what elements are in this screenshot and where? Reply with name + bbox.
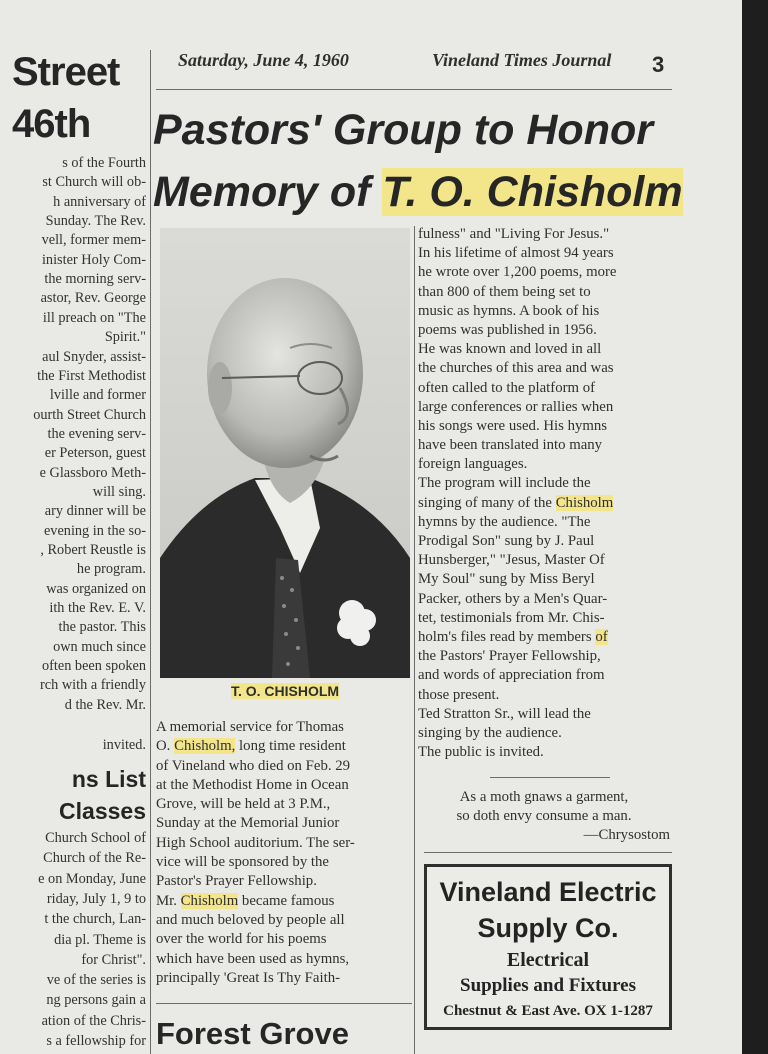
article-text: The program will include the	[418, 475, 591, 492]
masthead-rule	[156, 89, 672, 90]
left-text-line: s a fellowship for	[46, 1033, 146, 1049]
left-text-line: astor, Rev. George	[40, 290, 146, 307]
quote-box	[418, 788, 670, 845]
left-text-line: , Robert Reustle is	[40, 542, 146, 558]
article-text: large conferences or rallies when	[418, 398, 614, 415]
left-text-line: he program.	[76, 561, 146, 578]
left-text-line: the First Methodist	[37, 367, 146, 384]
article-line	[418, 532, 672, 551]
article-text: hymns by the audience. "The	[418, 513, 591, 530]
article-line	[156, 853, 412, 872]
left-headline-2: 46th	[12, 102, 91, 146]
left-text-line: lville and former	[49, 387, 146, 404]
article-text: Sunday at the Memorial Junior	[156, 815, 340, 832]
article-text: The public is invited.	[418, 744, 544, 761]
ad-line-3: Electrical	[506, 949, 590, 971]
left-text-line: ve of the series is	[46, 972, 146, 989]
ad-line-4: Supplies and Fixtures	[460, 975, 636, 996]
article-line	[418, 628, 672, 647]
article-line	[156, 872, 412, 891]
article-text: poems was published in 1956.	[418, 321, 597, 338]
ad-line-2: Supply Co.	[477, 913, 619, 943]
left-text-line: st Church will ob-	[42, 174, 146, 191]
left-text-line: Church of the Re-	[43, 850, 146, 867]
article-text: than 800 of them being set to	[418, 283, 591, 300]
photo-caption	[160, 683, 410, 699]
article-text: vice will be sponsored by the	[156, 854, 330, 871]
column-rule-left	[150, 50, 151, 1054]
left-text-line: ourth Street Church	[33, 406, 146, 423]
article-text: foreign languages.	[418, 456, 528, 473]
article-line	[418, 455, 672, 474]
quote-line-2: so doth envy consume a man.	[456, 808, 632, 824]
article-line	[418, 321, 672, 340]
article-text: holm's files read by members	[418, 628, 596, 645]
caption-prefix: T. O.	[230, 683, 265, 699]
left-subhead-1: ns List	[71, 766, 146, 792]
highlighted-name: Chisholm	[555, 494, 614, 511]
article-text: which have been used as hymns,	[156, 950, 350, 967]
article-text: the Pastors' Prayer Fellowship,	[418, 648, 601, 665]
portrait-illustration	[160, 228, 410, 678]
headline-line-2	[153, 168, 683, 217]
article-line	[418, 474, 672, 493]
article-line	[418, 666, 672, 685]
article-text: Ted Stratton Sr., will lead the	[418, 705, 591, 722]
left-column	[0, 0, 148, 1054]
left-text-line: ation of the Chris-	[41, 1012, 146, 1029]
left-text-line: t the church, Lan-	[44, 911, 146, 928]
article-text: singing by the audience.	[418, 724, 562, 741]
article-line	[418, 705, 672, 724]
article-text: Pastor's Prayer Fellowship.	[156, 873, 317, 890]
article-text: those present.	[418, 686, 500, 703]
left-text-line: s of the Fourth	[62, 155, 146, 171]
left-text-line: e on Monday, June	[38, 870, 146, 887]
article-text: A memorial service for Thomas	[156, 719, 344, 735]
left-text-line: rch with a friendly	[40, 677, 146, 694]
article-text: at the Methodist Home in Ocean	[156, 776, 349, 793]
article-text: Packer, others by a Men's Quar-	[418, 590, 608, 607]
article-line	[418, 436, 672, 455]
left-text-line: ill preach on "The	[42, 309, 146, 326]
article-line	[418, 513, 672, 532]
headline-line-1: Pastors' Group to Honor	[153, 106, 653, 154]
article-line	[418, 244, 672, 263]
ad-line-1: Vineland Electric	[439, 877, 657, 907]
quote-line-1: As a moth gnaws a garment,	[459, 789, 629, 805]
left-text-line: Church School of	[45, 830, 146, 846]
article-line	[418, 551, 672, 570]
left-text-line: ary dinner will be	[44, 503, 146, 520]
left-text-line: aul Snyder, assist-	[42, 348, 146, 365]
article-line	[156, 795, 412, 814]
left-text-line: ng persons gain a	[46, 992, 146, 1009]
left-invited: invited.	[102, 737, 146, 753]
left-text-line: will sing.	[92, 483, 146, 500]
caption-name-highlight: CHISHOLM	[264, 683, 340, 699]
article-text: his songs were used. His hymns	[418, 417, 608, 434]
article-line	[156, 718, 412, 737]
left-text-line: d the Rev. Mr.	[64, 696, 146, 713]
left-subhead-2: Classes	[59, 798, 146, 824]
article-body-middle	[156, 718, 412, 988]
headline-prefix: Memory of	[153, 168, 383, 216]
article-text: have been translated into many	[418, 437, 603, 454]
left-text-line: the pastor. This	[58, 619, 146, 636]
left-text-line: ith the Rev. E. V.	[49, 600, 146, 617]
left-text-line: Sunday. The Rev.	[45, 213, 146, 230]
ad-top-rule	[424, 852, 672, 853]
article-line	[418, 686, 672, 705]
highlighted-name: of	[595, 628, 608, 645]
article-line	[418, 590, 672, 609]
left-text-line: e Glassboro Meth-	[39, 464, 146, 481]
advertisement-box	[424, 864, 672, 1030]
left-text-line: dia pl. Theme is	[54, 931, 146, 948]
article-text: Hunsberger," "Jesus, Master Of	[418, 552, 605, 569]
article-line	[156, 757, 412, 776]
middle-bottom-rule	[156, 1003, 412, 1004]
left-text-line: for Christ".	[81, 951, 146, 968]
article-line	[418, 359, 672, 378]
quote-attribution: —Chrysostom	[583, 827, 670, 843]
left-text-line: inister Holy Com-	[41, 251, 146, 268]
scan-edge	[742, 0, 768, 1054]
article-line	[156, 737, 412, 756]
article-text: He was known and loved in all	[418, 341, 602, 358]
left-headline-1: Street	[12, 50, 120, 94]
article-line	[418, 494, 672, 513]
article-text: became famous	[238, 892, 335, 909]
article-line	[418, 398, 672, 417]
article-line	[156, 911, 412, 930]
article-text: My Soul" sung by Miss Beryl	[418, 571, 595, 588]
page-number: 3	[652, 52, 665, 77]
article-line	[418, 263, 672, 282]
article-line	[156, 776, 412, 795]
article-line	[418, 417, 672, 436]
left-text-line: was organized on	[46, 580, 146, 597]
article-text: and much beloved by people all	[156, 911, 345, 928]
article-line	[156, 930, 412, 949]
article-text: Grove, will be held at 3 P.M.,	[156, 796, 331, 813]
article-line	[418, 724, 672, 743]
headline-name-highlight: T. O. Chisholm	[382, 168, 683, 216]
article-text: In his lifetime of almost 94 years	[418, 245, 614, 262]
article-text: the churches of this area and was	[418, 360, 614, 377]
article-line	[418, 302, 672, 321]
highlighted-name: Chisholm	[180, 892, 239, 909]
article-body-right	[418, 225, 672, 762]
left-text-line: Spirit."	[104, 329, 146, 346]
article-text: tet, testimonials from Mr. Chis-	[418, 609, 605, 626]
article-text: of Vineland who died on Feb. 29	[156, 757, 351, 774]
left-text-line: own much since	[53, 638, 146, 655]
article-text: fulness" and "Living For Jesus."	[418, 226, 610, 242]
article-text: over the world for his poems	[156, 931, 327, 948]
highlighted-name: Chisholm,	[174, 738, 236, 755]
column-rule-middle	[414, 226, 415, 1054]
article-text: he wrote over 1,200 poems, more	[418, 264, 617, 281]
left-text-line: the evening serv-	[47, 425, 146, 442]
next-headline: Forest Grove	[156, 1016, 349, 1051]
left-text-line: vell, former mem-	[41, 232, 146, 249]
issue-date: Saturday, June 4, 1960	[178, 50, 349, 70]
article-text: principally 'Great Is Thy Faith-	[156, 969, 341, 986]
ad-line-5: Chestnut & East Ave. OX 1-1287	[443, 1003, 653, 1019]
article-text: Prodigal Son" sung by J. Paul	[418, 533, 595, 549]
newspaper-name: Vineland Times Journal	[432, 50, 612, 70]
article-line	[418, 570, 672, 589]
left-text-line: evening in the so-	[43, 522, 146, 539]
quote-rule	[490, 777, 610, 778]
article-text: often called to the platform of	[418, 379, 596, 396]
article-line	[418, 609, 672, 628]
article-line	[156, 834, 412, 853]
article-line	[418, 379, 672, 398]
portrait-photo	[160, 228, 410, 678]
article-line	[418, 225, 672, 244]
left-text-line: riday, July 1, 9 to	[46, 890, 146, 907]
article-text: music as hymns. A book of his	[418, 302, 600, 319]
article-text: Mr.	[156, 892, 181, 909]
article-line	[156, 892, 412, 911]
article-text: singing of many of the	[418, 494, 556, 511]
article-text: and words of appreciation from	[418, 667, 605, 684]
article-line	[156, 969, 412, 988]
article-line	[418, 743, 672, 762]
article-line	[418, 647, 672, 666]
left-text-line: often been spoken	[41, 658, 146, 675]
article-line	[418, 283, 672, 302]
article-line	[156, 814, 412, 833]
article-text: long time resident	[235, 738, 346, 755]
left-text-line: er Peterson, guest	[44, 445, 146, 462]
left-text-line: the morning serv-	[44, 271, 146, 288]
article-text: High School auditorium. The ser-	[156, 834, 355, 851]
article-line	[156, 950, 412, 969]
article-text: O.	[156, 738, 175, 755]
left-text-line: h anniversary of	[53, 193, 146, 210]
article-line	[418, 340, 672, 359]
